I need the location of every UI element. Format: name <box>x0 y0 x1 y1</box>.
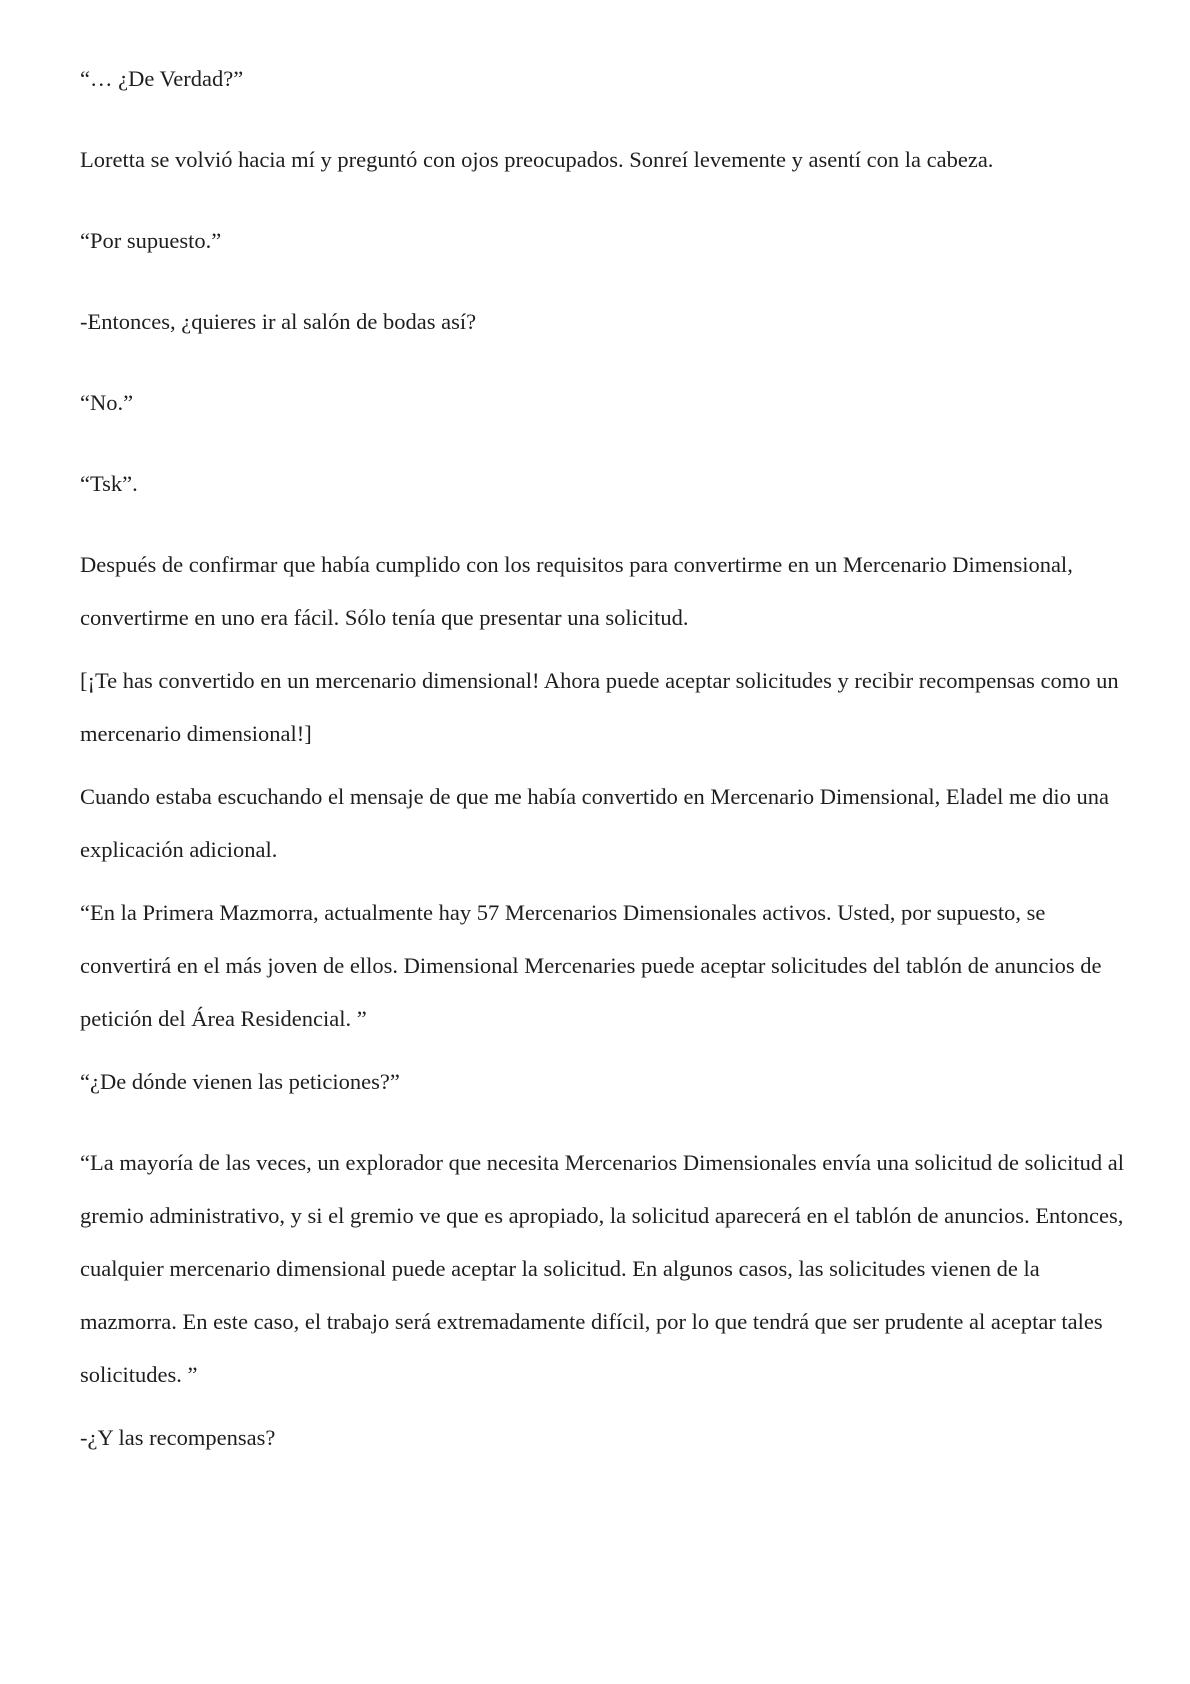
paragraph-10: “En la Primera Mazmorra, actualmente hay 57 Mercenarios Dimensionales activos. Usted, por supuesto, se convertirá en el más joven de ellos. Dimensional Mercenaries puede aceptar solicitudes del tablón de anuncios de petición del Área Residencial. ” <box>80 900 1102 1031</box>
paragraph-8: [¡Te has convertido en un mercenario dimensional! Ahora puede aceptar solicitudes y recibir recompensas como un mercenario dimensional!] <box>80 668 1119 746</box>
paragraph-5: “No.” <box>80 390 134 415</box>
paragraph-1: “… ¿De Verdad?” <box>80 66 244 91</box>
paragraph-6: “Tsk”. <box>80 471 138 496</box>
paragraph-12: “La mayoría de las veces, un explorador que necesita Mercenarios Dimensionales envía una solicitud de solicitud al gremio administrativo, y si el gremio ve que es apropiado, la solicitud aparecerá en el tablón de anuncios. Entonces, cualquier mercenario dimensional puede aceptar la solicitud. En algunos casos, las solicitudes vienen de la mazmorra. En este caso, el trabajo será extremadamente difícil, por lo que tendrá que ser prudente al aceptar tales solicitudes. ” <box>80 1150 1125 1387</box>
paragraph-13: -¿Y las recompensas? <box>80 1425 276 1450</box>
paragraph-3: “Por supuesto.” <box>80 228 222 253</box>
paragraph-9: Cuando estaba escuchando el mensaje de que me había convertido en Mercenario Dimensional, Eladel me dio una explicación adicional. <box>80 784 1110 862</box>
paragraph-4: -Entonces, ¿quieres ir al salón de bodas así? <box>80 309 477 334</box>
paragraph-2: Loretta se volvió hacia mí y preguntó con ojos preocupados. Sonreí levemente y asentí con la cabeza. <box>80 147 994 172</box>
paragraph-7: Después de confirmar que había cumplido con los requisitos para convertirme en un Mercenario Dimensional, convertirme en uno era fácil. Sólo tenía que presentar una solicitud. <box>80 552 1073 630</box>
paragraph-11: “¿De dónde vienen las peticiones?” <box>80 1069 400 1094</box>
